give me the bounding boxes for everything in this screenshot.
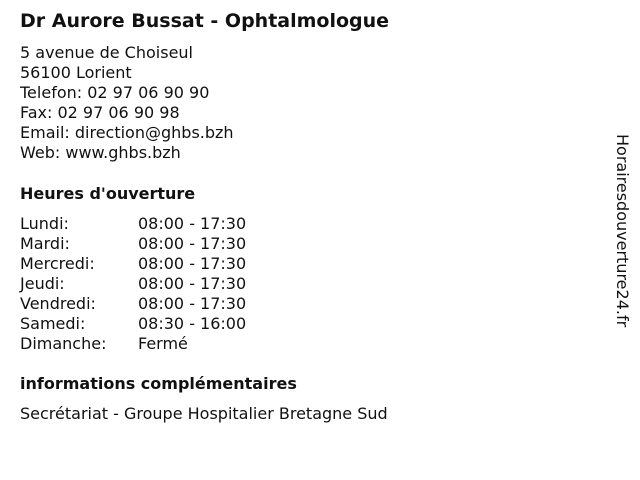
page-title: Dr Aurore Bussat - Ophtalmologue <box>20 10 390 32</box>
day-label: Samedi: <box>20 314 86 333</box>
time-range: Fermé <box>138 334 188 353</box>
brand-watermark: Horairesdouverture24.fr <box>613 134 632 328</box>
time-range: 08:00 - 17:30 <box>138 274 247 293</box>
additional-info-text: Secrétariat - Groupe Hospitalier Bretagne Sud <box>20 404 388 423</box>
day-label: Mardi: <box>20 234 70 253</box>
day-label: Vendredi: <box>20 294 96 313</box>
email-address: Email: direction@ghbs.bzh <box>20 123 234 142</box>
hours-row-sunday <box>20 334 320 354</box>
time-range: 08:30 - 16:00 <box>138 314 247 333</box>
fax-number: Fax: 02 97 06 90 98 <box>20 103 180 122</box>
website-address: Web: www.ghbs.bzh <box>20 143 181 162</box>
address-street: 5 avenue de Choiseul <box>20 43 193 62</box>
additional-info-heading: informations complémentaires <box>20 374 297 393</box>
hours-row-monday <box>20 214 320 234</box>
opening-hours-heading: Heures d'ouverture <box>20 184 196 203</box>
day-label: Lundi: <box>20 214 69 233</box>
hours-row-friday <box>20 294 320 314</box>
contact-block <box>20 43 234 163</box>
phone-number: Telefon: 02 97 06 90 90 <box>20 83 210 102</box>
hours-row-wednesday <box>20 254 320 274</box>
hours-row-thursday <box>20 274 320 294</box>
day-label: Mercredi: <box>20 254 95 273</box>
hours-row-saturday <box>20 314 320 334</box>
opening-hours-table <box>20 214 320 354</box>
day-label: Jeudi: <box>20 274 65 293</box>
hours-row-tuesday <box>20 234 320 254</box>
time-range: 08:00 - 17:30 <box>138 294 247 313</box>
time-range: 08:00 - 17:30 <box>138 214 247 233</box>
address-city: 56100 Lorient <box>20 63 132 82</box>
day-label: Dimanche: <box>20 334 107 353</box>
time-range: 08:00 - 17:30 <box>138 234 247 253</box>
time-range: 08:00 - 17:30 <box>138 254 247 273</box>
